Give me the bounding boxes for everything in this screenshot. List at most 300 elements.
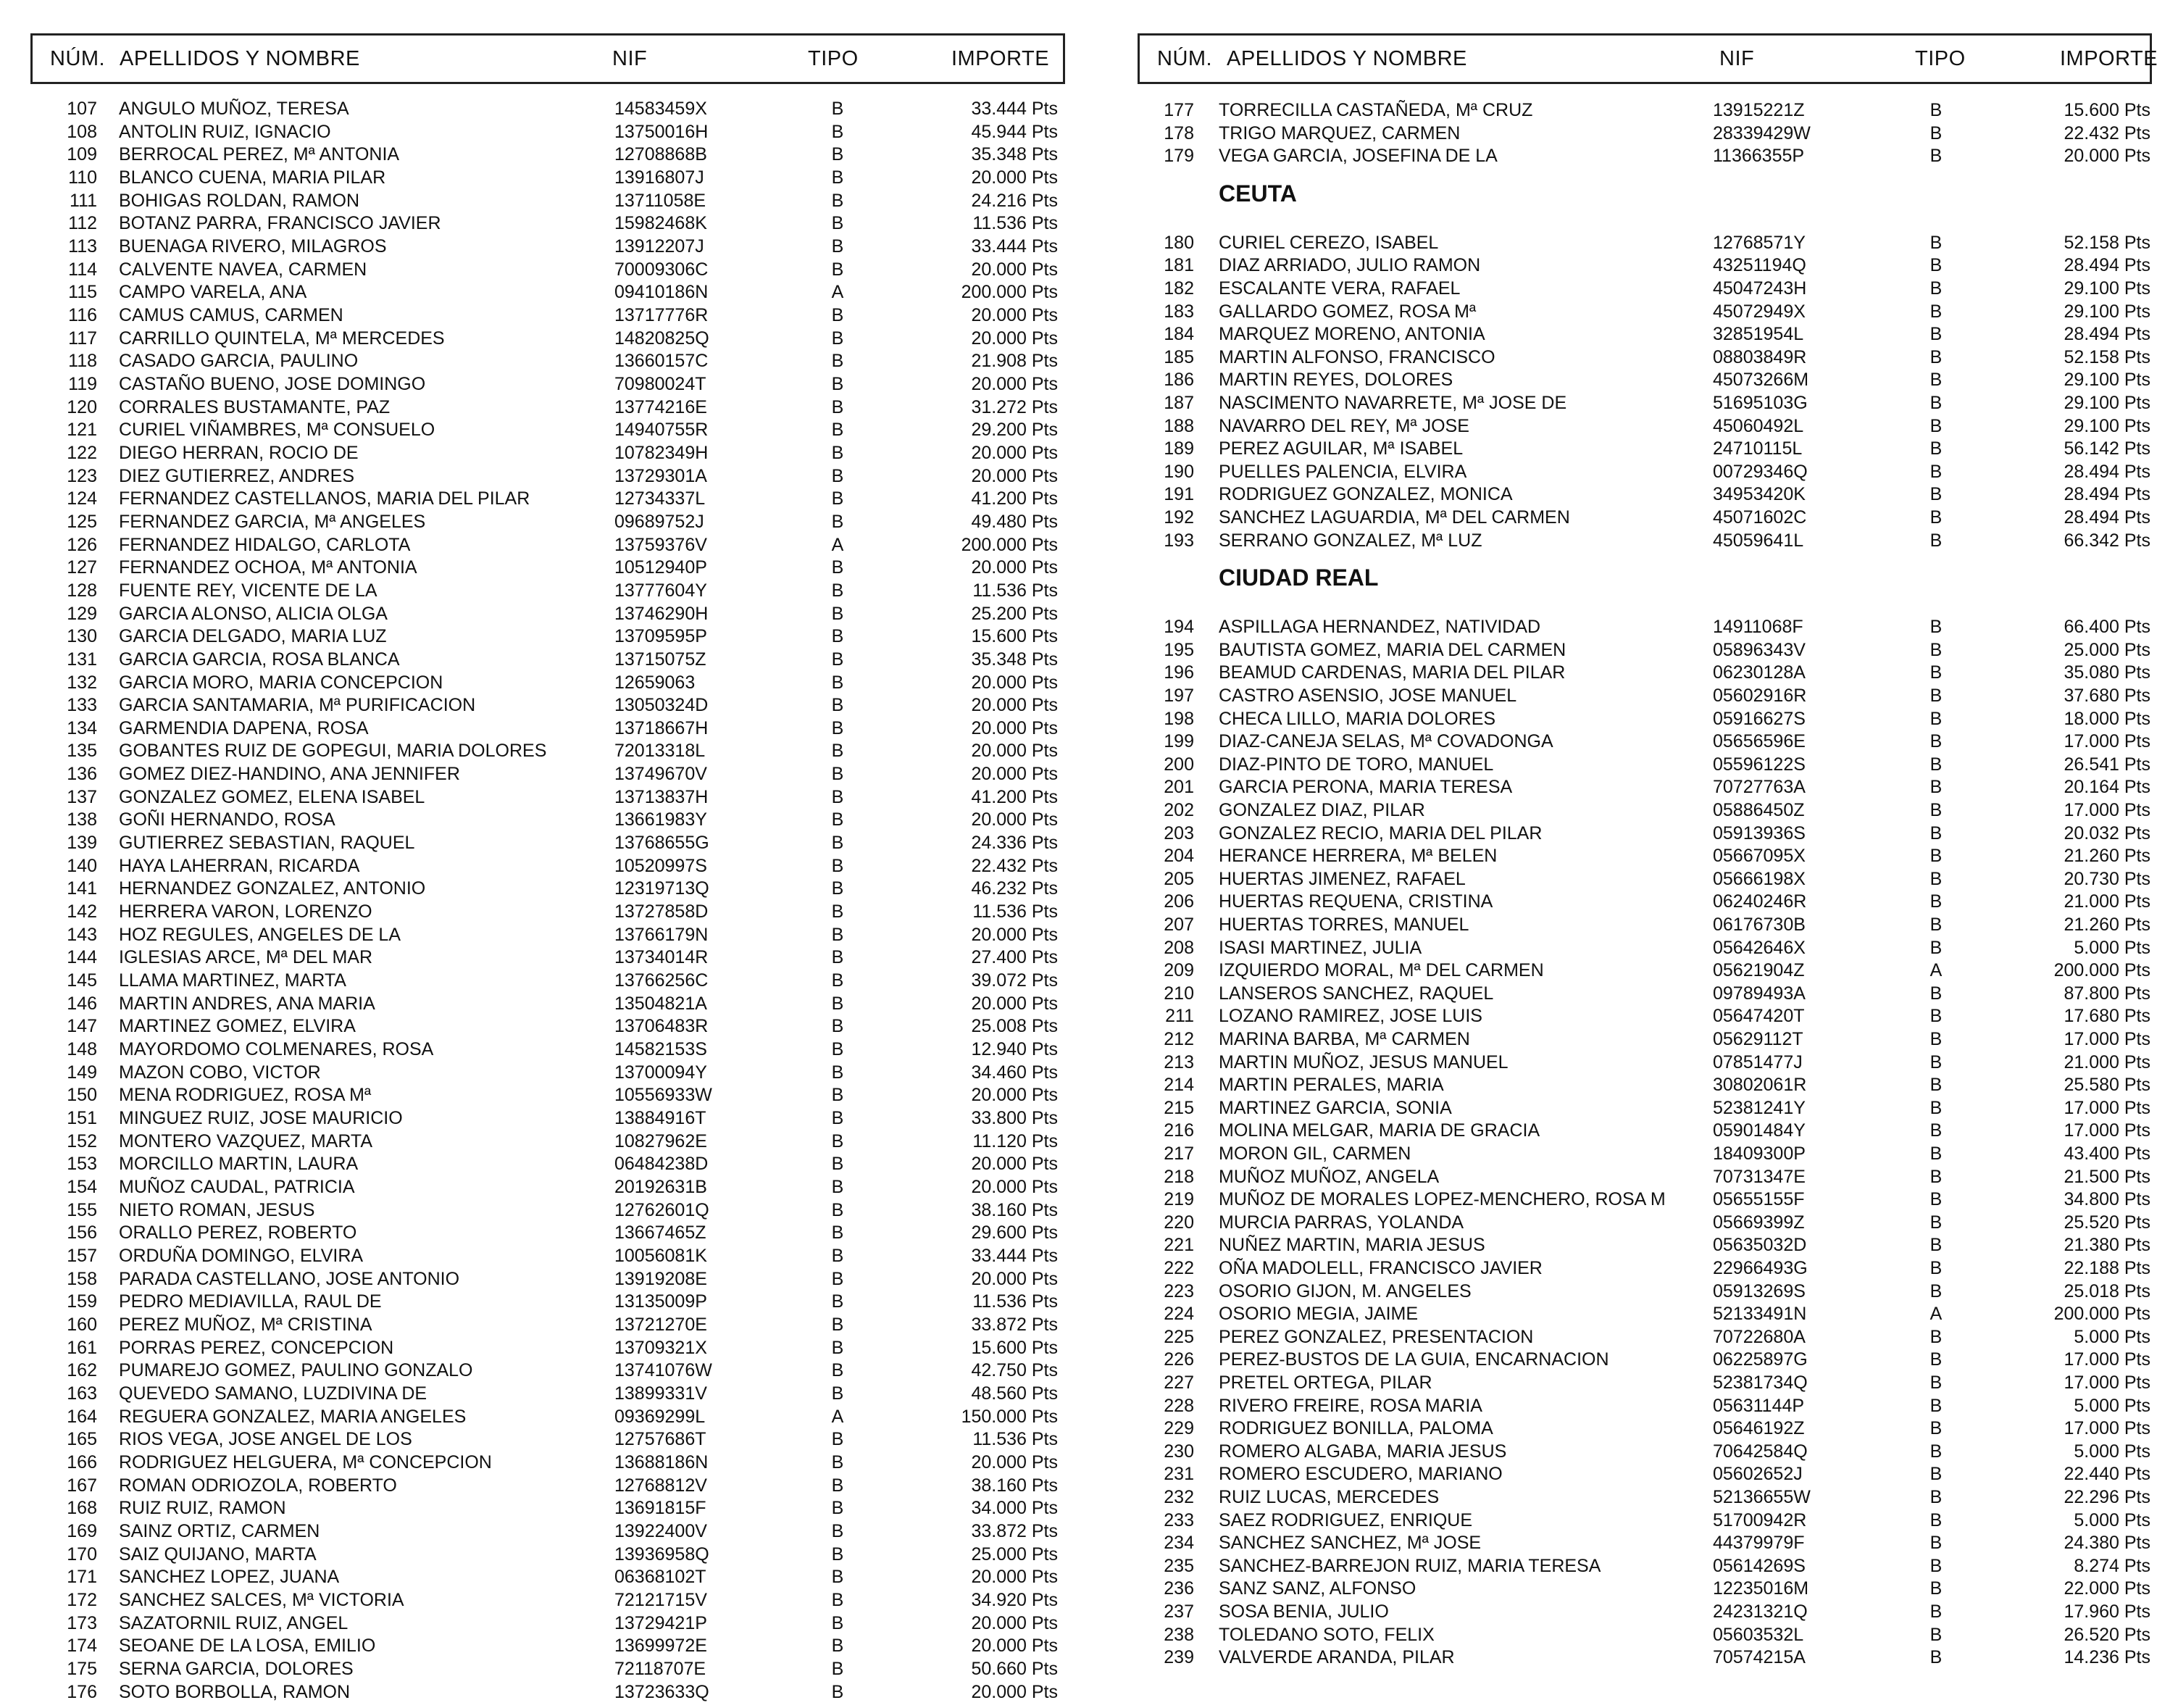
table-row <box>1138 1600 2152 1623</box>
row-name: OSORIO MEGIA, JAIME <box>1219 1304 1419 1325</box>
table-row <box>1138 1142 2152 1165</box>
row-nif: 05602652J <box>1713 1464 1803 1485</box>
row-num: 123 <box>67 465 97 486</box>
row-tipo: B <box>1929 1487 1943 1507</box>
row-tipo: B <box>1929 1395 1943 1416</box>
table-row <box>1138 414 2152 438</box>
row-importe: 15.600 Pts <box>2064 100 2150 120</box>
row-importe: 29.100 Pts <box>2064 393 2150 413</box>
table-row <box>1138 1233 2152 1257</box>
row-nif: 12762601Q <box>614 1199 709 1220</box>
header-name: APELLIDOS Y NOMBRE <box>120 46 360 70</box>
row-nif: 70722680A <box>1713 1326 1806 1347</box>
table-row <box>1138 391 2152 414</box>
row-importe: 11.120 Pts <box>972 1130 1058 1151</box>
table-row <box>30 1336 1065 1359</box>
table-row <box>30 739 1065 762</box>
row-num: 232 <box>1164 1487 1194 1507</box>
row-tipo: B <box>831 1246 844 1266</box>
row-nif: 13727858D <box>614 901 709 922</box>
row-nif: 05614269S <box>1713 1555 1806 1576</box>
row-tipo: B <box>1929 1120 1943 1141</box>
row-name: SEOANE DE LA LOSA, EMILIO <box>119 1636 376 1657</box>
row-name: MAZON COBO, VICTOR <box>119 1062 321 1083</box>
row-nif: 13711058E <box>614 190 706 211</box>
table-row <box>1138 1325 2152 1349</box>
row-nif: 13936958Q <box>614 1544 709 1565</box>
row-num: 221 <box>1164 1235 1194 1256</box>
row-tipo: B <box>831 1636 844 1657</box>
row-importe: 22.440 Pts <box>2064 1464 2150 1485</box>
row-tipo: B <box>1929 868 1943 889</box>
table-row <box>1138 684 2152 707</box>
row-importe: 20.000 Pts <box>971 1451 1058 1472</box>
row-nif: 44379979F <box>1713 1533 1805 1554</box>
row-importe: 20.000 Pts <box>971 741 1058 762</box>
row-num: 225 <box>1164 1326 1194 1347</box>
row-num: 182 <box>1164 278 1194 299</box>
table-header <box>1138 33 2158 84</box>
table-row <box>30 396 1065 419</box>
row-tipo: B <box>831 190 844 211</box>
row-tipo: B <box>1929 662 1943 683</box>
row-nif: 07851477J <box>1713 1051 1803 1072</box>
row-name: CURIEL VIÑAMBRES, Mª CONSUELO <box>119 420 435 441</box>
row-name: CAMPO VARELA, ANA <box>119 282 307 303</box>
row-importe: 24.336 Pts <box>971 833 1058 854</box>
table-row <box>30 1038 1065 1061</box>
row-nif: 52381734Q <box>1713 1372 1808 1393</box>
row-name: GONZALEZ GOMEZ, ELENA ISABEL <box>119 786 425 807</box>
row-name: NAVARRO DEL REY, Mª JOSE <box>1219 415 1469 436</box>
row-importe: 26.520 Pts <box>2064 1624 2150 1645</box>
row-name: ANTOLIN RUIZ, IGNACIO <box>119 121 331 142</box>
table-row <box>1138 775 2152 799</box>
table-row <box>30 327 1065 350</box>
row-num: 109 <box>67 144 97 165</box>
row-num: 119 <box>68 373 97 394</box>
row-num: 237 <box>1164 1601 1194 1622</box>
table-row <box>30 808 1065 831</box>
row-name: LANSEROS SANCHEZ, RAQUEL <box>1219 983 1494 1004</box>
row-num: 210 <box>1164 983 1194 1004</box>
row-num: 139 <box>67 833 97 854</box>
row-tipo: B <box>1929 122 1943 143</box>
row-name: MARTIN ALFONSO, FRANCISCO <box>1219 346 1495 367</box>
header-name: APELLIDOS Y NOMBRE <box>1227 46 1467 70</box>
row-importe: 50.660 Pts <box>971 1658 1058 1679</box>
row-num: 206 <box>1164 891 1194 912</box>
row-nif: 13899331V <box>614 1383 707 1404</box>
row-tipo: B <box>1929 232 1943 253</box>
table-row <box>30 1267 1065 1291</box>
row-num: 195 <box>1164 639 1194 660</box>
row-importe: 34.920 Pts <box>971 1589 1058 1610</box>
table-row <box>30 1152 1065 1175</box>
row-nif: 18409300P <box>1713 1143 1806 1164</box>
row-num: 131 <box>67 649 97 670</box>
row-num: 183 <box>1164 301 1194 322</box>
row-num: 171 <box>67 1567 97 1588</box>
row-name: HUERTAS TORRES, MANUEL <box>1219 915 1469 935</box>
row-tipo: B <box>831 1498 844 1519</box>
table-row <box>1138 913 2152 936</box>
row-tipo: B <box>1929 1578 1943 1599</box>
row-name: FERNANDEZ OCHOA, Mª ANTONIA <box>119 557 417 578</box>
row-tipo: B <box>1929 617 1943 638</box>
table-row <box>30 1520 1065 1543</box>
row-nif: 13777604Y <box>614 580 707 601</box>
row-nif: 13717776R <box>614 304 709 325</box>
row-name: VALVERDE ARANDA, PILAR <box>1219 1647 1455 1668</box>
row-nif: 05656596E <box>1713 731 1806 752</box>
row-importe: 28.494 Pts <box>2064 507 2150 528</box>
row-name: SAIZ QUIJANO, MARTA <box>119 1544 317 1565</box>
row-num: 125 <box>67 511 97 532</box>
row-name: QUEVEDO SAMANO, LUZDIVINA DE <box>119 1383 427 1404</box>
row-num: 173 <box>67 1612 97 1633</box>
row-num: 107 <box>67 99 97 119</box>
row-name: MORON GIL, CARMEN <box>1219 1143 1411 1164</box>
row-nif: 05886450Z <box>1713 800 1805 820</box>
row-importe: 33.444 Pts <box>971 1246 1058 1266</box>
row-importe: 20.000 Pts <box>971 764 1058 785</box>
table-row <box>30 1130 1065 1153</box>
row-importe: 21.000 Pts <box>2064 891 2150 912</box>
table-row <box>30 602 1065 625</box>
row-num: 136 <box>67 764 97 785</box>
row-nif: 13916807J <box>614 167 704 188</box>
row-nif: 13729421P <box>614 1612 707 1633</box>
row-importe: 48.560 Pts <box>971 1383 1058 1404</box>
row-name: SANCHEZ LOPEZ, JUANA <box>119 1567 340 1588</box>
row-nif: 09689752J <box>614 511 704 532</box>
table-row <box>1138 1394 2152 1417</box>
row-name: MINGUEZ RUIZ, JOSE MAURICIO <box>119 1108 403 1129</box>
row-nif: 12768571Y <box>1713 232 1806 253</box>
row-num: 158 <box>67 1268 97 1289</box>
header-num: NÚM. <box>50 46 106 70</box>
table-row <box>1138 707 2152 730</box>
row-nif: 12734337L <box>614 488 706 509</box>
row-name: MARTIN MUÑOZ, JESUS MANUEL <box>1219 1051 1509 1072</box>
table-row <box>1138 99 2152 122</box>
table-row <box>1138 1646 2152 1669</box>
table-row <box>30 1313 1065 1336</box>
row-tipo: B <box>831 236 844 257</box>
row-importe: 26.541 Pts <box>2064 754 2150 775</box>
table-row <box>1138 1623 2152 1646</box>
table-row <box>1138 753 2152 776</box>
row-tipo: B <box>831 1612 844 1633</box>
row-tipo: A <box>831 282 844 303</box>
row-importe: 22.000 Pts <box>2064 1578 2150 1599</box>
row-num: 164 <box>67 1406 97 1427</box>
row-num: 117 <box>68 328 97 349</box>
row-importe: 11.536 Pts <box>972 1291 1058 1312</box>
row-importe: 22.188 Pts <box>2064 1258 2150 1278</box>
row-num: 160 <box>67 1314 97 1335</box>
row-tipo: B <box>1929 530 1943 551</box>
row-tipo: B <box>1929 1189 1943 1210</box>
row-nif: 05602916R <box>1713 686 1807 706</box>
table-row <box>1138 1004 2152 1028</box>
header-nif: NIF <box>1719 46 1755 70</box>
table-row <box>30 258 1065 281</box>
row-tipo: B <box>1929 255 1943 276</box>
table-row <box>1138 1119 2152 1142</box>
row-importe: 29.100 Pts <box>2064 370 2150 391</box>
row-nif: 06176730B <box>1713 915 1806 935</box>
row-importe: 17.000 Pts <box>2064 1029 2150 1049</box>
row-nif: 13723633Q <box>614 1681 709 1702</box>
row-nif: 14582153S <box>614 1039 707 1060</box>
row-importe: 5.000 Pts <box>2074 937 2150 958</box>
row-tipo: B <box>831 626 844 647</box>
row-importe: 34.800 Pts <box>2064 1189 2150 1210</box>
row-nif: 13741076W <box>614 1360 712 1381</box>
row-name: SANCHEZ SANCHEZ, Mª JOSE <box>1219 1533 1482 1554</box>
row-name: CHECA LILLO, MARIA DOLORES <box>1219 708 1496 729</box>
row-name: MARINA BARBA, Mª CARMEN <box>1219 1029 1470 1049</box>
row-nif: 70731347E <box>1713 1166 1806 1187</box>
row-num: 189 <box>1164 438 1194 459</box>
row-num: 127 <box>67 557 97 578</box>
table-row <box>30 97 1065 120</box>
row-num: 140 <box>67 855 97 876</box>
row-num: 147 <box>67 1016 97 1037</box>
row-num: 200 <box>1164 754 1194 775</box>
row-importe: 37.680 Pts <box>2064 686 2150 706</box>
row-importe: 20.000 Pts <box>971 809 1058 830</box>
table-row <box>1138 483 2152 506</box>
row-tipo: B <box>831 1222 844 1243</box>
row-importe: 20.000 Pts <box>971 328 1058 349</box>
row-nif: 13667465Z <box>614 1222 706 1243</box>
row-num: 199 <box>1164 731 1194 752</box>
row-num: 162 <box>67 1360 97 1381</box>
row-importe: 21.260 Pts <box>2064 915 2150 935</box>
row-importe: 11.536 Pts <box>972 901 1058 922</box>
row-name: CAMUS CAMUS, CARMEN <box>119 304 343 325</box>
row-nif: 52136655W <box>1713 1487 1811 1507</box>
row-nif: 09410186N <box>614 282 709 303</box>
row-importe: 17.000 Pts <box>2064 1418 2150 1439</box>
row-nif: 05667095X <box>1713 846 1806 867</box>
row-tipo: B <box>831 167 844 188</box>
row-name: PEREZ GONZALEZ, PRESENTACION <box>1219 1326 1534 1347</box>
row-num: 144 <box>67 947 97 968</box>
table-row <box>30 762 1065 786</box>
row-importe: 41.200 Pts <box>971 786 1058 807</box>
table-row <box>1138 144 2152 167</box>
row-name: ANGULO MUÑOZ, TERESA <box>119 99 349 119</box>
row-name: MUÑOZ MUÑOZ, ANGELA <box>1219 1166 1440 1187</box>
row-nif: 12708868B <box>614 144 707 165</box>
table-row <box>1138 799 2152 822</box>
table-row <box>30 372 1065 396</box>
row-name: GALLARDO GOMEZ, ROSA Mª <box>1219 301 1477 322</box>
row-tipo: B <box>1929 800 1943 820</box>
row-name: HERRERA VARON, LORENZO <box>119 901 372 922</box>
row-tipo: B <box>831 442 844 463</box>
row-name: BOTANZ PARRA, FRANCISCO JAVIER <box>119 213 441 234</box>
row-importe: 25.018 Pts <box>2064 1280 2150 1301</box>
row-num: 216 <box>1164 1120 1194 1141</box>
table-row <box>30 1588 1065 1612</box>
row-name: MUÑOZ DE MORALES LOPEZ-MENCHERO, ROSA M <box>1219 1189 1666 1210</box>
table-row <box>1138 1531 2152 1554</box>
row-name: ASPILLAGA HERNANDEZ, NATIVIDAD <box>1219 617 1541 638</box>
row-num: 157 <box>67 1246 97 1266</box>
row-importe: 14.236 Pts <box>2064 1647 2150 1668</box>
row-tipo: B <box>831 1681 844 1702</box>
row-tipo: B <box>1929 301 1943 322</box>
table-row <box>30 1061 1065 1084</box>
row-importe: 21.380 Pts <box>2064 1235 2150 1256</box>
row-nif: 13709595P <box>614 626 707 647</box>
row-nif: 13766256C <box>614 970 709 991</box>
row-name: PEDRO MEDIAVILLA, RAUL DE <box>119 1291 382 1312</box>
row-importe: 20.000 Pts <box>971 924 1058 945</box>
row-tipo: B <box>1929 370 1943 391</box>
row-importe: 200.000 Pts <box>2053 960 2150 981</box>
row-nif: 10520997S <box>614 855 707 876</box>
row-num: 170 <box>67 1544 97 1565</box>
table-row <box>1138 867 2152 891</box>
row-nif: 13922400V <box>614 1520 707 1541</box>
row-name: GARCIA SANTAMARIA, Mª PURIFICACION <box>119 695 476 716</box>
row-nif: 10512940P <box>614 557 707 578</box>
row-nif: 06368102T <box>614 1567 706 1588</box>
row-nif: 06225897G <box>1713 1349 1808 1370</box>
row-tipo: B <box>831 1383 844 1404</box>
row-tipo: B <box>831 465 844 486</box>
table-row <box>1138 254 2152 277</box>
row-importe: 20.000 Pts <box>971 259 1058 280</box>
row-importe: 28.494 Pts <box>2064 324 2150 345</box>
row-num: 153 <box>67 1154 97 1175</box>
row-importe: 27.400 Pts <box>971 947 1058 968</box>
row-num: 143 <box>67 924 97 945</box>
row-name: TOLEDANO SOTO, FELIX <box>1219 1624 1435 1645</box>
row-nif: 45060492L <box>1713 415 1804 436</box>
row-name: RODRIGUEZ HELGUERA, Mª CONCEPCION <box>119 1451 492 1472</box>
row-num: 192 <box>1164 507 1194 528</box>
table-row <box>30 1496 1065 1520</box>
row-tipo: B <box>1929 1349 1943 1370</box>
row-name: SAINZ ORTIZ, CARMEN <box>119 1520 320 1541</box>
table-row <box>1138 1096 2152 1120</box>
row-importe: 20.000 Pts <box>971 1636 1058 1657</box>
row-nif: 10782349H <box>614 442 709 463</box>
row-tipo: B <box>831 786 844 807</box>
row-num: 156 <box>67 1222 97 1243</box>
row-tipo: B <box>831 993 844 1014</box>
table-row <box>30 671 1065 694</box>
table-row <box>1138 1073 2152 1096</box>
row-nif: 52381241Y <box>1713 1097 1806 1118</box>
row-importe: 38.160 Pts <box>971 1199 1058 1220</box>
row-nif: 05916627S <box>1713 708 1806 729</box>
row-importe: 12.940 Pts <box>971 1039 1058 1060</box>
row-importe: 200.000 Pts <box>2053 1304 2150 1325</box>
table-row <box>30 1474 1065 1497</box>
table-row <box>1138 1509 2152 1532</box>
row-num: 201 <box>1164 777 1194 798</box>
row-importe: 20.000 Pts <box>971 167 1058 188</box>
row-name: GARCIA DELGADO, MARIA LUZ <box>119 626 387 647</box>
table-row <box>1138 615 2152 638</box>
row-nif: 05596122S <box>1713 754 1806 775</box>
row-tipo: A <box>1929 960 1943 981</box>
table-row <box>1138 1165 2152 1188</box>
row-importe: 35.080 Pts <box>2064 662 2150 683</box>
row-name: CURIEL CEREZO, ISABEL <box>1219 232 1439 253</box>
table-row <box>1138 959 2152 982</box>
row-num: 204 <box>1164 846 1194 867</box>
row-num: 169 <box>67 1520 97 1541</box>
row-importe: 24.216 Pts <box>971 190 1058 211</box>
row-tipo: B <box>1929 846 1943 867</box>
row-importe: 66.342 Pts <box>2064 530 2150 551</box>
row-importe: 5.000 Pts <box>2074 1395 2150 1416</box>
table-row <box>1138 1188 2152 1211</box>
row-num: 212 <box>1164 1029 1194 1049</box>
row-tipo: B <box>831 741 844 762</box>
row-tipo: B <box>831 144 844 165</box>
table-row <box>30 1657 1065 1680</box>
table-row <box>30 877 1065 900</box>
row-num: 133 <box>67 695 97 716</box>
row-tipo: B <box>831 833 844 854</box>
row-nif: 70574215A <box>1713 1647 1806 1668</box>
row-num: 151 <box>67 1108 97 1129</box>
row-num: 175 <box>67 1658 97 1679</box>
row-num: 190 <box>1164 461 1194 482</box>
row-name: PEREZ-BUSTOS DE LA GUIA, ENCARNACION <box>1219 1349 1609 1370</box>
row-nif: 13699972E <box>614 1636 707 1657</box>
row-nif: 32851954L <box>1713 324 1804 345</box>
row-name: TRIGO MARQUEZ, CARMEN <box>1219 122 1461 143</box>
row-tipo: B <box>831 351 844 372</box>
row-nif: 12768812V <box>614 1475 707 1496</box>
row-nif: 14820825Q <box>614 328 709 349</box>
row-nif: 34953420K <box>1713 484 1806 505</box>
table-row <box>1138 529 2152 552</box>
row-importe: 21.000 Pts <box>2064 1051 2150 1072</box>
table-row <box>1138 1462 2152 1486</box>
row-importe: 17.000 Pts <box>2064 1349 2150 1370</box>
table-row <box>1138 322 2152 346</box>
row-nif: 13706483R <box>614 1016 709 1037</box>
row-tipo: B <box>1929 891 1943 912</box>
row-name: MENA RODRIGUEZ, ROSA Mª <box>119 1085 372 1106</box>
row-name: MARQUEZ MORENO, ANTONIA <box>1219 324 1485 345</box>
row-importe: 200.000 Pts <box>961 282 1058 303</box>
row-tipo: B <box>1929 1258 1943 1278</box>
row-num: 163 <box>67 1383 97 1404</box>
row-nif: 13688186N <box>614 1451 709 1472</box>
row-tipo: B <box>831 1062 844 1083</box>
table-row <box>30 441 1065 465</box>
row-importe: 5.000 Pts <box>2074 1509 2150 1530</box>
row-name: DIEGO HERRAN, ROCIO DE <box>119 442 359 463</box>
row-name: GARMENDIA DAPENA, ROSA <box>119 717 369 738</box>
row-tipo: B <box>1929 484 1943 505</box>
row-num: 116 <box>68 304 97 325</box>
table-row <box>30 556 1065 579</box>
